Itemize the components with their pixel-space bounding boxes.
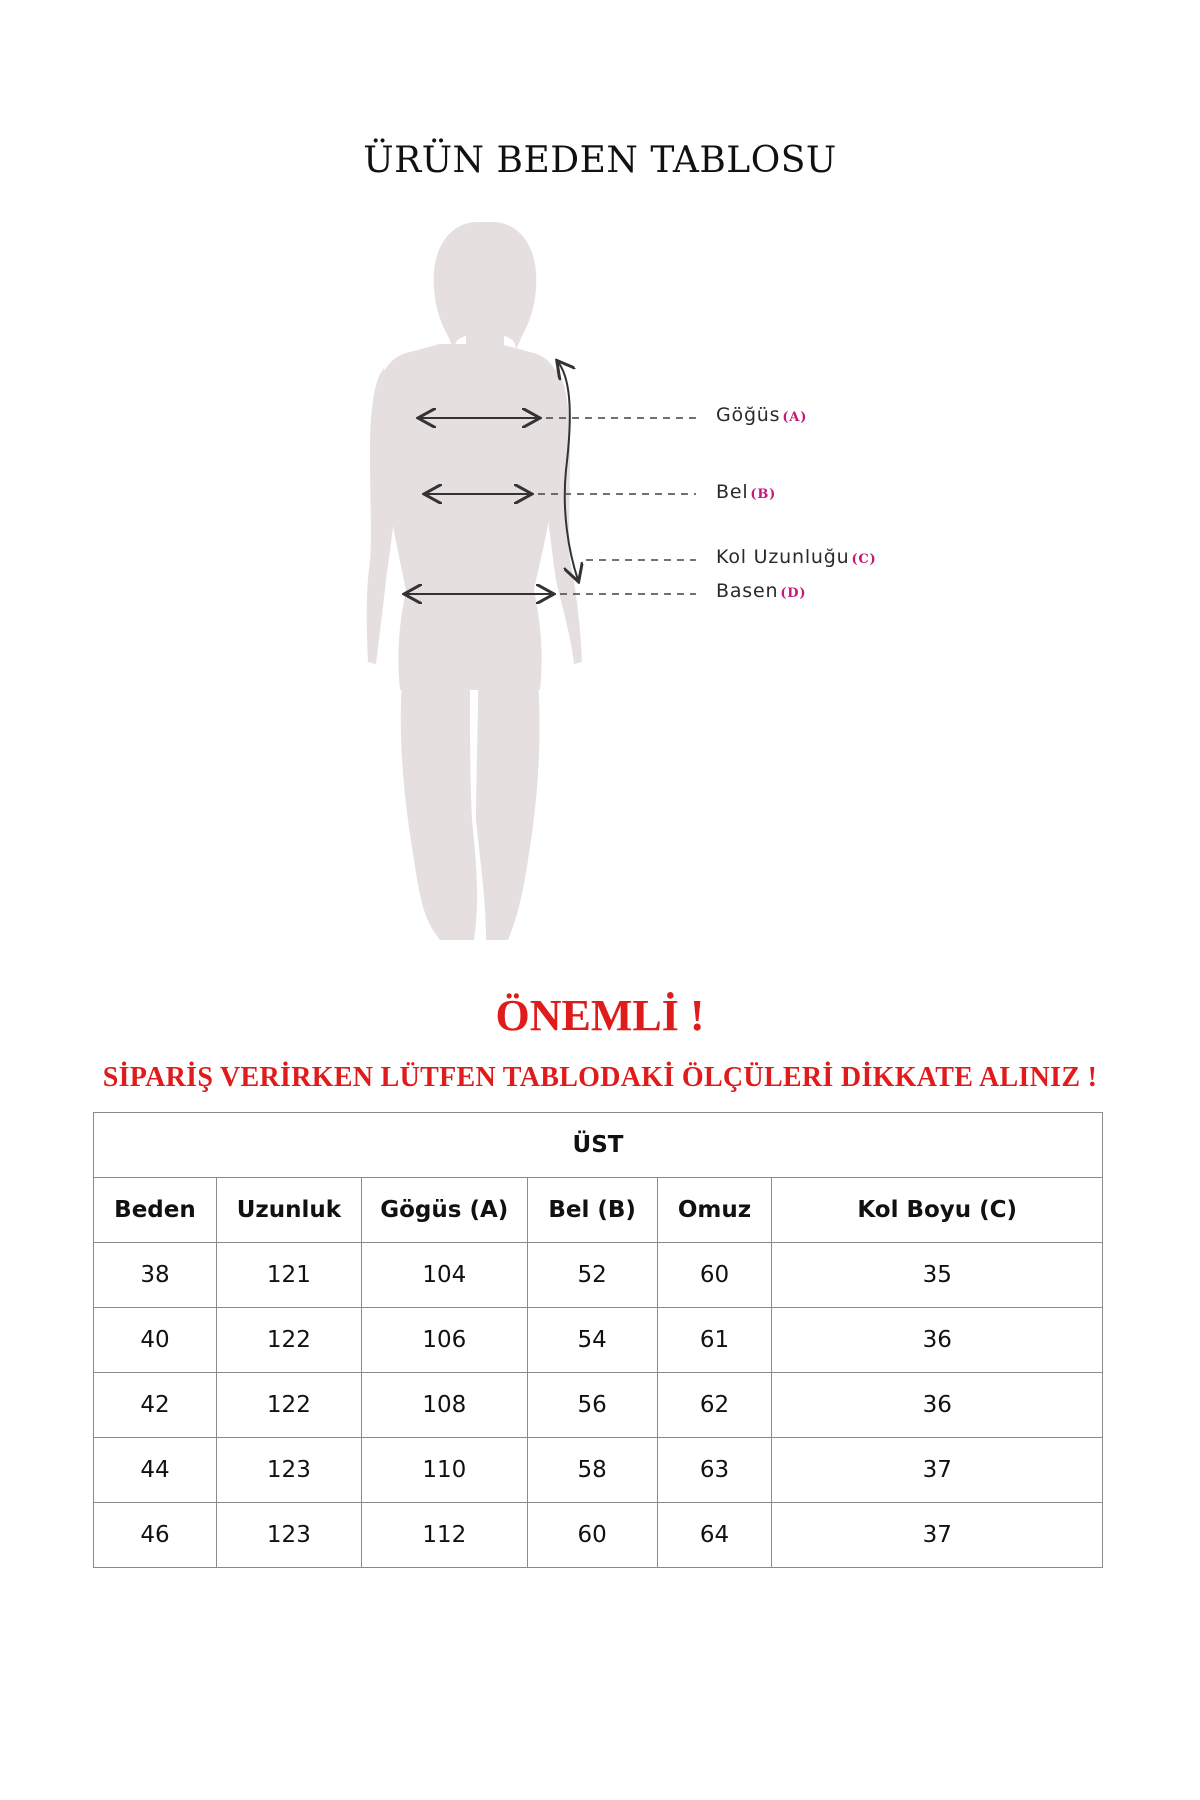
measurement-sleeve-code: (C) (851, 552, 877, 567)
table-cell: 64 (657, 1503, 772, 1568)
measurement-hip (716, 580, 806, 602)
table-cell: 106 (361, 1308, 527, 1373)
table-row (94, 1503, 1103, 1568)
size-table (93, 1112, 1103, 1568)
table-row (94, 1308, 1103, 1373)
table-cell: 121 (216, 1243, 361, 1308)
column-header: Bel (B) (527, 1178, 657, 1243)
measurement-chest-code: (A) (782, 410, 808, 425)
table-cell: 123 (216, 1438, 361, 1503)
table-section-header-row (94, 1113, 1103, 1178)
table-cell: 36 (772, 1373, 1103, 1438)
table-cell: 122 (216, 1308, 361, 1373)
measurement-waist (716, 481, 776, 503)
table-cell: 52 (527, 1243, 657, 1308)
table-cell: 37 (772, 1438, 1103, 1503)
measurement-chest-label: Göğüs (716, 404, 781, 426)
measurement-hip-code: (D) (780, 586, 807, 601)
table-header-row (94, 1178, 1103, 1243)
table-cell: 60 (657, 1243, 772, 1308)
table-cell: 44 (94, 1438, 217, 1503)
table-cell: 108 (361, 1373, 527, 1438)
table-cell: 123 (216, 1503, 361, 1568)
table-cell: 37 (772, 1503, 1103, 1568)
table-cell: 61 (657, 1308, 772, 1373)
column-header: Kol Boyu (C) (772, 1178, 1103, 1243)
table-cell: 42 (94, 1373, 217, 1438)
woman-silhouette (367, 222, 582, 940)
table-section-header: ÜST (94, 1113, 1103, 1178)
table-cell: 40 (94, 1308, 217, 1373)
measurement-waist-code: (B) (750, 487, 777, 502)
measurement-waist-label: Bel (716, 481, 749, 503)
table-cell: 36 (772, 1308, 1103, 1373)
table-cell: 112 (361, 1503, 527, 1568)
column-header: Uzunluk (216, 1178, 361, 1243)
table-row (94, 1373, 1103, 1438)
column-header: Omuz (657, 1178, 772, 1243)
measurement-hip-label: Basen (716, 580, 779, 602)
column-header: Gögüs (A) (361, 1178, 527, 1243)
table-cell: 122 (216, 1373, 361, 1438)
column-header: Beden (94, 1178, 217, 1243)
table-cell: 63 (657, 1438, 772, 1503)
table-cell: 38 (94, 1243, 217, 1308)
important-notice-title: ÖNEMLİ ! (495, 991, 705, 1040)
table-cell: 54 (527, 1308, 657, 1373)
table-cell: 60 (527, 1503, 657, 1568)
table-cell: 46 (94, 1503, 217, 1568)
measurement-sleeve-label: Kol Uzunluğu (716, 546, 850, 568)
table-cell: 56 (527, 1373, 657, 1438)
page-title: ÜRÜN BEDEN TABLOSU (363, 140, 837, 181)
measurement-chest (716, 404, 807, 426)
table-cell: 62 (657, 1373, 772, 1438)
table-cell: 35 (772, 1243, 1103, 1308)
measurement-sleeve (716, 546, 877, 568)
table-row (94, 1438, 1103, 1503)
important-notice-subtitle: SİPARİŞ VERİRKEN LÜTFEN TABLODAKİ ÖLÇÜLERİ DİKKATE ALINIZ ! (102, 1062, 1098, 1093)
table-cell: 110 (361, 1438, 527, 1503)
table-row (94, 1243, 1103, 1308)
table-cell: 58 (527, 1438, 657, 1503)
table-cell: 104 (361, 1243, 527, 1308)
